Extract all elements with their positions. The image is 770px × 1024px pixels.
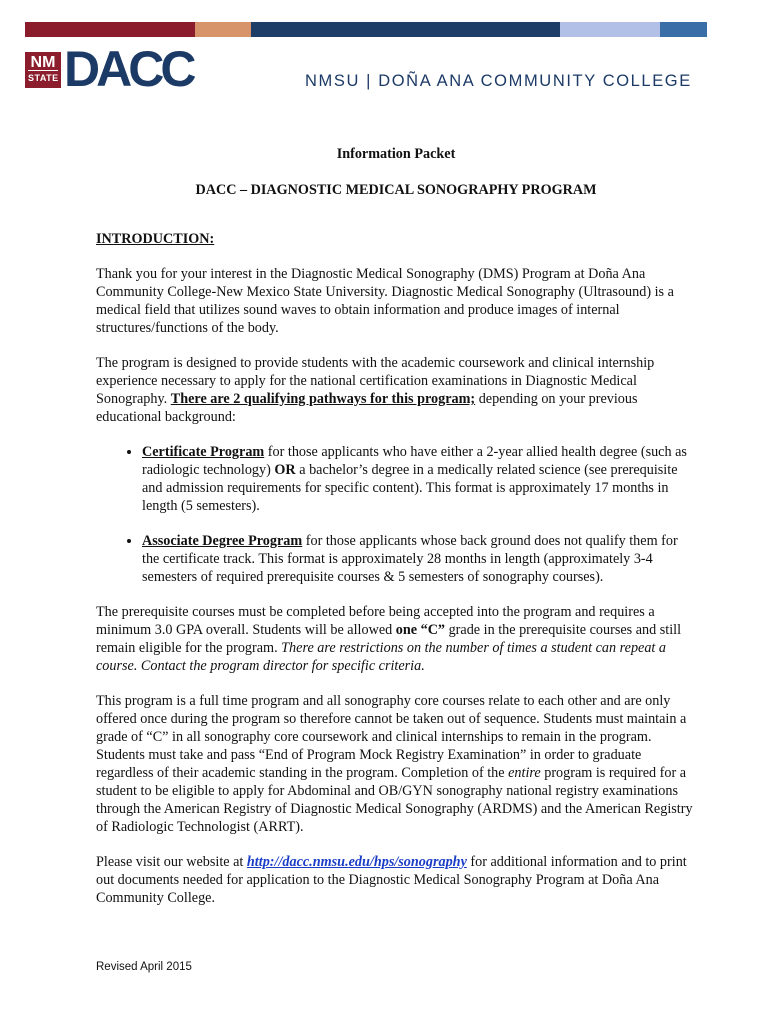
prereq-restrictions-italic: There are restrictions on the number of times a student can repeat a course. Contact the program director for specific criteria. [96,640,667,674]
prereq-text-a: The prerequisite courses must be completed before being accepted into the program and requires a minimum 3.0 GPA overall. Students will be allowed [96,604,655,638]
fulltime-text-c: program is required for a student to be eligible to apply for Abdominal and OB/GYN sonography national registry examinations through the American Registry of Diagnostic Medical Sonography (ARDMS) and the American Registry of Radiologic Technologist (ARRT). [96,765,693,835]
paragraph-prerequisites [96,603,696,675]
dacc-logo: DACC [64,41,193,97]
website-text-b: for additional information and to print out documents needed for application to the Diagnostic Medical Sonography Program at Doña Ana Community College. [96,854,687,906]
pathways-emphasis: There are 2 qualifying pathways for this program; [170,391,476,407]
one-c-emphasis: one “C” [395,622,446,638]
website-text-a: Please visit our website at [96,854,247,870]
associate-text: for those applicants whose back ground does not qualify them for the certificate track. This format is approximately 28 months in length (approximately 3-4 semesters of required prerequisite courses & 5 semesters of sonography courses). [142,533,678,585]
header-bar-blue [660,22,707,37]
list-item-associate [142,532,696,586]
paragraph-full-time [96,692,696,836]
paragraph-program [96,354,696,426]
header-bar-navy [251,22,560,37]
pathway-list [96,443,696,586]
intro-heading: INTRODUCTION: [96,231,215,247]
paragraph-website [96,853,696,907]
logo-state-text: STATE [28,70,58,86]
prereq-text-c: grade in the prerequisite courses and still remain eligible for the program. [96,622,682,656]
certificate-program-title: Certificate Program [142,444,265,460]
header-bar-tan [195,22,251,37]
or-emphasis: OR [274,462,296,478]
header-bar-maroon [25,22,195,37]
logo-nm-text: NM [30,54,56,71]
list-item-certificate [142,443,696,515]
revised-date: Revised April 2015 [96,961,192,973]
certificate-text-b: a bachelor’s degree in a medically related science (see prerequisite and admission requirements for specific content). This format is approximately 17 months in length (5 semesters). [142,462,678,514]
doc-title-program: DACC – DIAGNOSTIC MEDICAL SONOGRAPHY PROGRAM [195,182,597,198]
header-bar-lavender [560,22,660,37]
doc-title-packet: Information Packet [336,146,456,162]
nm-state-logo [25,52,61,88]
certificate-text-a: for those applicants who have either a 2-year allied health degree (such as radiologic technology) [142,444,687,478]
associate-program-title: Associate Degree Program [142,533,303,549]
paragraph-intro: Thank you for your interest in the Diagnostic Medical Sonography (DMS) Program at Doña Ana Community College-New Mexico State University. Diagnostic Medical Sonography (Ultrasound) is a medical field that utilizes sound waves to obtain information and produce images of internal structures/functions of the body. [96,266,674,336]
fulltime-text-a: This program is a full time program and all sonography core courses relate to each other and are only offered once during the program so therefore cannot be taken out of sequence. Students must maintain a grade of “C” in all sonography core coursework and clinical internships to remain in the program. Students must take and pass “End of Program Mock Registry Examination” in order to graduate regardless of their academic standing in the program. Completion of the [96,693,687,781]
document-body [96,145,696,907]
college-tagline: NMSU | DOÑA ANA COMMUNITY COLLEGE [305,72,692,90]
program-website-link[interactable]: http://dacc.nmsu.edu/hps/sonography [246,854,467,870]
entire-italic: entire [508,765,541,781]
paragraph-program-text-a: The program is designed to provide students with the academic coursework and clinical internship experience necessary to apply for the national certification examinations in Diagnostic Medical Sonography. [96,355,655,407]
paragraph-program-text-c: depending on your previous educational background: [96,391,638,425]
